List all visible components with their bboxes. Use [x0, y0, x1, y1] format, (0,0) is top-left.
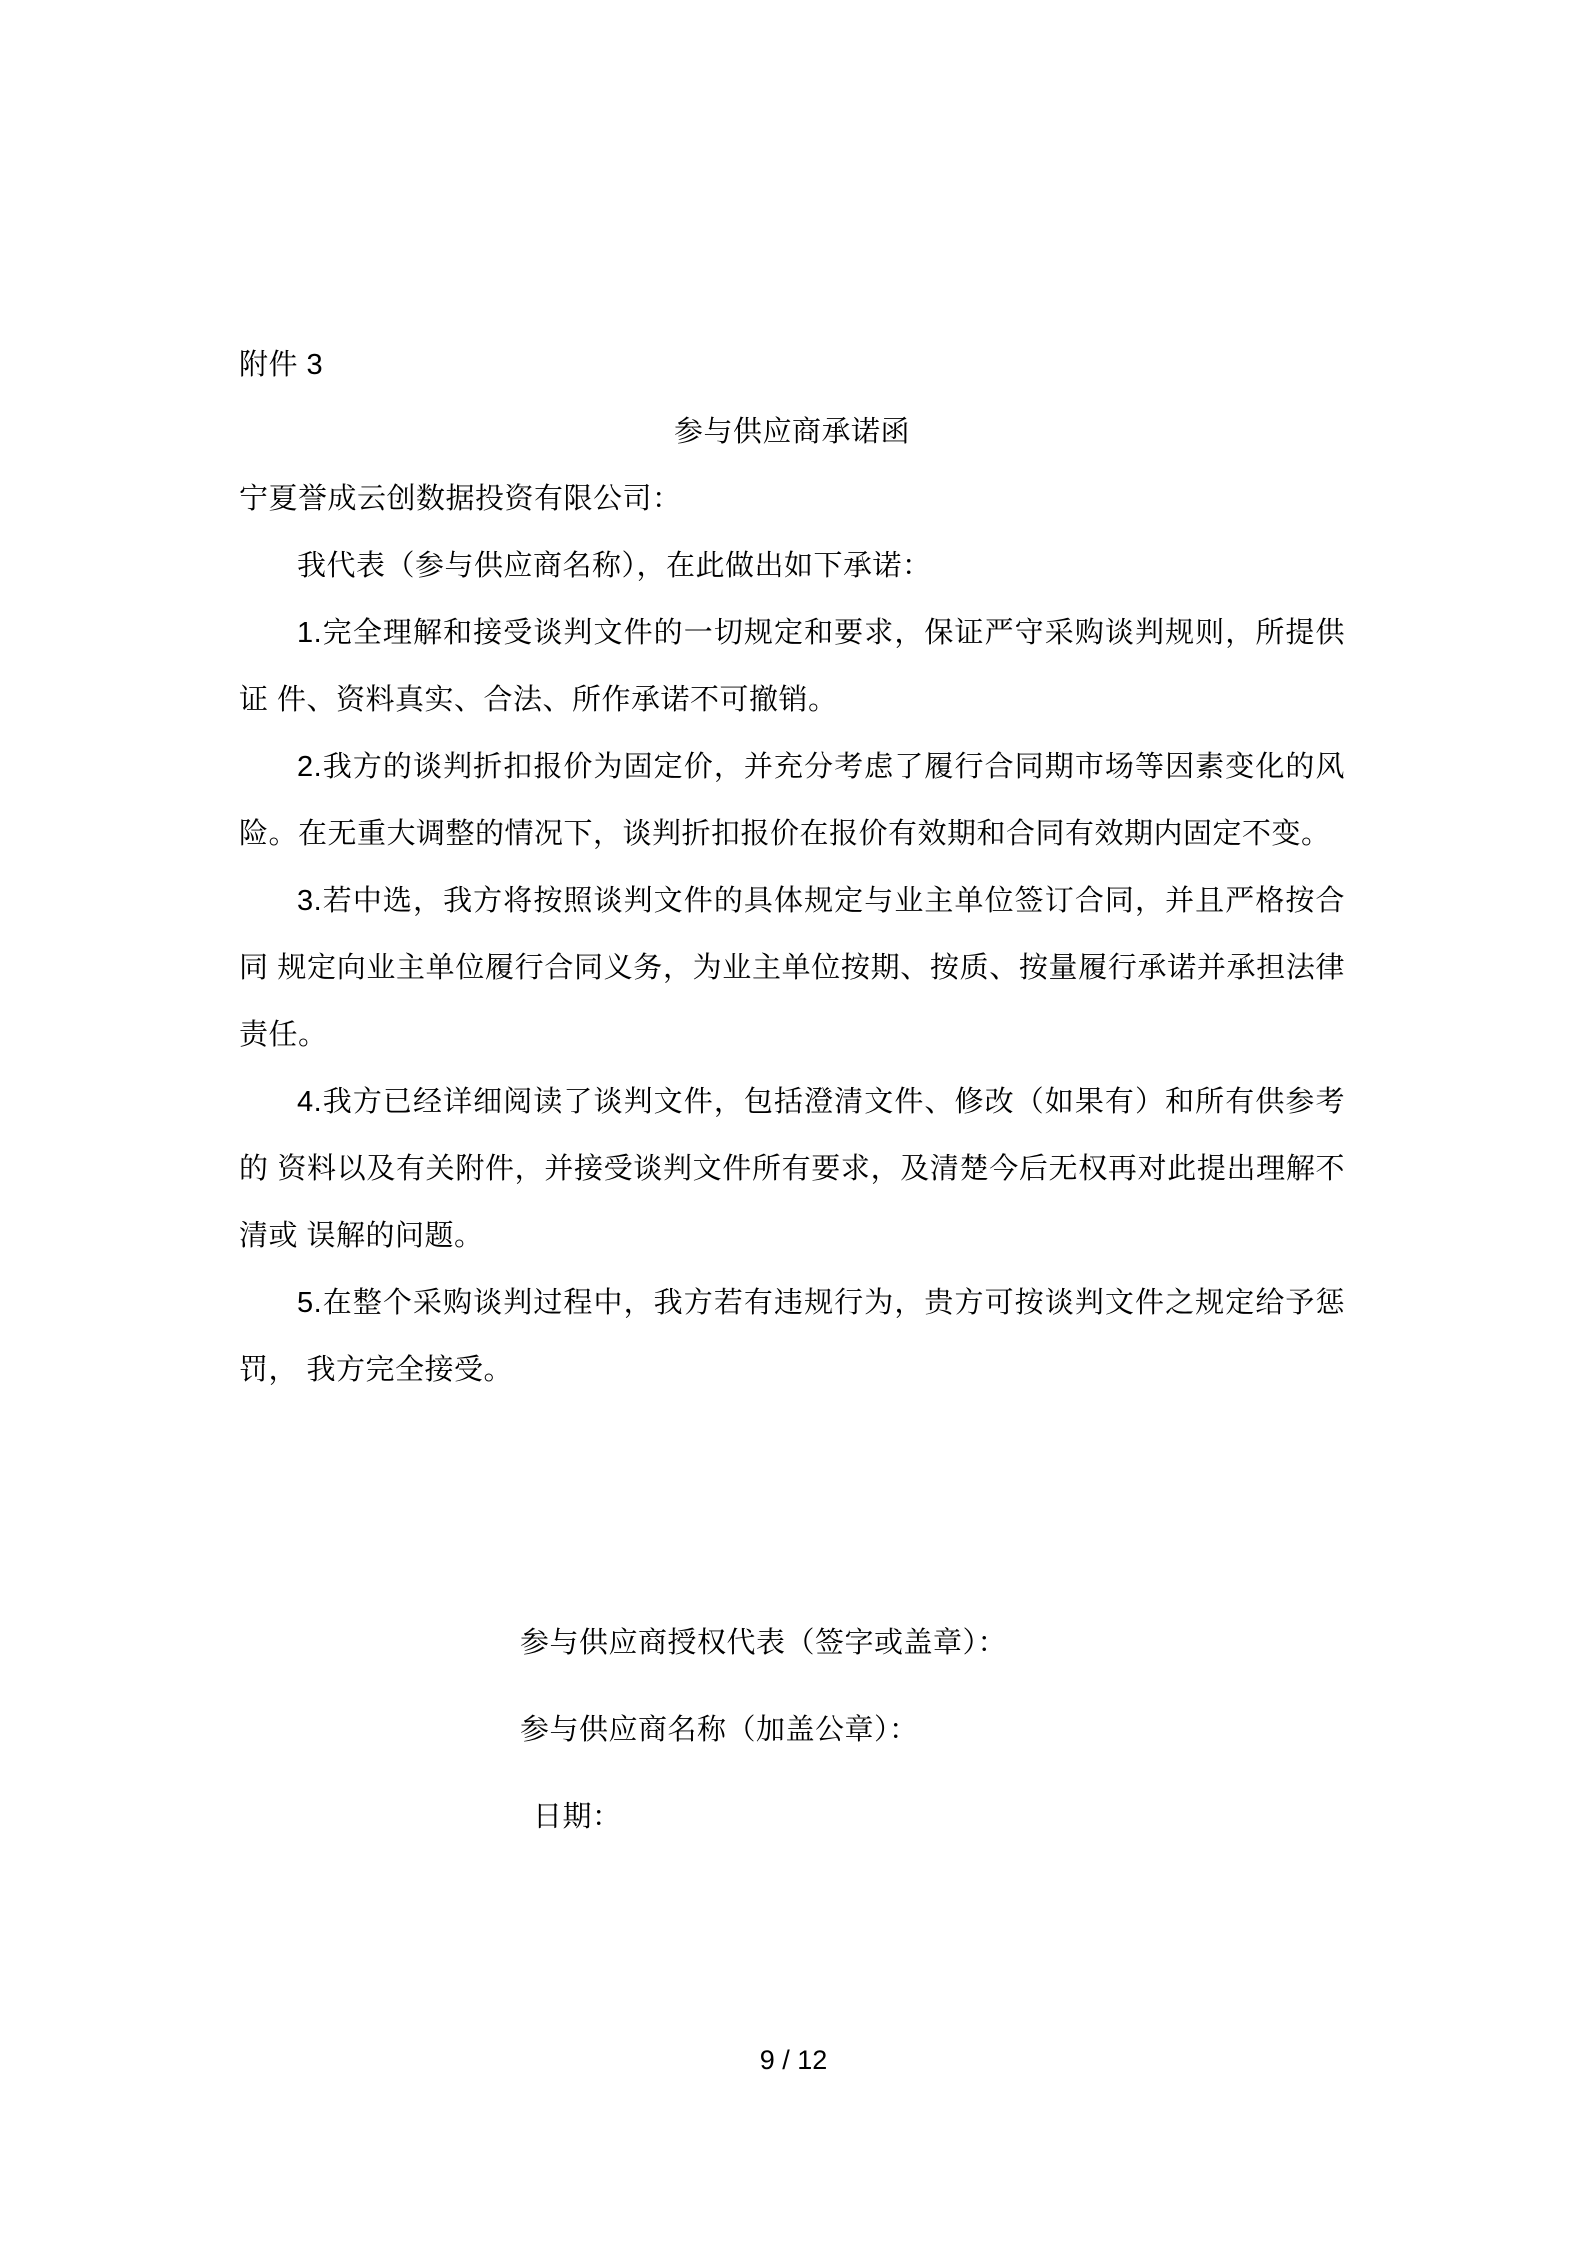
clause-item-3: 3.若中选，我方将按照谈判文件的具体规定与业主单位签订合同，并且严格按合同 规定向业主单位履行合同义务，为业主单位按期、按质、按量履行承诺并承担法律责任。	[239, 885, 1345, 1051]
attachment-label: 附件 3	[239, 349, 324, 381]
clause-item-1: 1.完全理解和接受谈判文件的一切规定和要求，保证严守采购谈判规则，所提供证 件、资料真实、合法、所作承诺不可撤销。	[239, 617, 1345, 716]
signature-spacer	[239, 1404, 1345, 1600]
signature-date-line: 日期：	[533, 1801, 622, 1833]
clause-item-4: 4.我方已经详细阅读了谈判文件，包括澄清文件、修改（如果有）和所有供参考的 资料以及有关附件，并接受谈判文件所有要求，及清楚今后无权再对此提出理解不清或 误解的问题。	[239, 1086, 1345, 1252]
signature-block	[239, 1600, 1345, 1861]
intro-line: 我代表（参与供应商名称），在此做出如下承诺：	[297, 550, 932, 582]
signature-representative-line: 参与供应商授权代表（签字或盖章）：	[520, 1627, 1008, 1659]
document-title: 参与供应商承诺函	[673, 416, 910, 448]
clause-item-2: 2.我方的谈判折扣报价为固定价，并充分考虑了履行合同期市场等因素变化的风险。在无重大调整的情况下，谈判折扣报价在报价有效期和合同有效期内固定不变。	[239, 751, 1345, 850]
clause-item-5: 5.在整个采购谈判过程中，我方若有违规行为，贵方可按谈判文件之规定给予惩罚， 我方完全接受。	[239, 1287, 1345, 1386]
recipient-line: 宁夏誉成云创数据投资有限公司：	[239, 483, 682, 515]
signature-company-line: 参与供应商名称（加盖公章）：	[520, 1714, 919, 1746]
document-content	[239, 332, 1345, 1861]
clause-list	[239, 600, 1345, 1404]
page-number: 9 / 12	[759, 2045, 828, 2075]
